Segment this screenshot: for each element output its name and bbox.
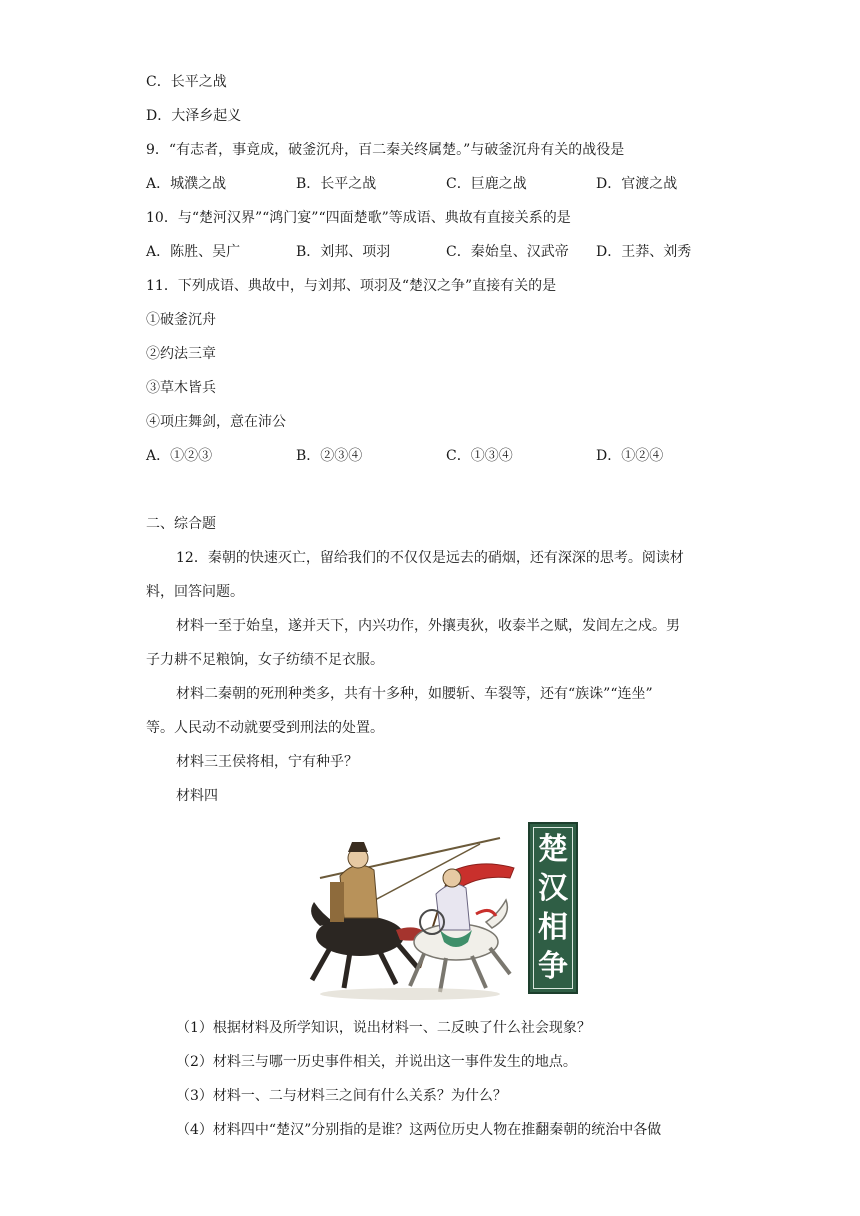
q9-option-d: D．官渡之战 [596, 176, 678, 192]
q10-option-d: D．王莽、刘秀 [596, 244, 692, 260]
q12-intro-line1: 12．秦朝的快速灭亡，留给我们的不仅仅是远去的硝烟，还有深深的思考。阅读材 [176, 550, 684, 566]
q12-sub-4: （4）材料四中“楚汉”分别指的是谁？这两位历史人物在推翻秦朝的统治中各做 [176, 1122, 662, 1138]
q11-option-c: C．①③④ [446, 448, 513, 464]
q12-sub-2: （2）材料三与哪一历史事件相关，并说出这一事件发生的地点。 [176, 1054, 577, 1070]
cavalry-battle-drawing [300, 818, 522, 1002]
q9-option-b: B．长平之战 [296, 176, 377, 192]
q11-stem: 11．下列成语、典故中，与刘邦、项羽及“楚汉之争”直接有关的是 [146, 278, 557, 294]
q12-intro-line2: 料，回答问题。 [146, 584, 244, 600]
q11-option-d: D．①②④ [596, 448, 664, 464]
q9-stem: 9．“有志者，事竟成，破釜沉舟，百二秦关终属楚。”与破釜沉舟有关的战役是 [146, 142, 625, 158]
q12-sub-3: （3）材料一、二与材料三之间有什么关系？为什么？ [176, 1088, 507, 1104]
seal-char-2: 汉 [538, 870, 568, 906]
q11-item-2: ②约法三章 [146, 346, 216, 362]
q9-option-a: A．城濮之战 [146, 176, 227, 192]
material-1-line1: 材料一至于始皇，遂并天下，内兴功作，外攘夷狄，收泰半之赋，发闾左之戍。男 [176, 618, 680, 634]
q11-item-3: ③草木皆兵 [146, 380, 216, 396]
q11-item-4: ④项庄舞剑，意在沛公 [146, 414, 286, 430]
q11-option-a: A．①②③ [146, 448, 213, 464]
material-2-line1: 材料二秦朝的死刑种类多，共有十多种，如腰斩、车裂等，还有“族诛”“连坐” [176, 686, 653, 702]
q10-option-b: B．刘邦、项羽 [296, 244, 391, 260]
q10-option-c: C．秦始皇、汉武帝 [446, 244, 569, 260]
material-2-line2: 等。人民动不动就要受到刑法的处置。 [146, 720, 384, 736]
seal-char-1: 楚 [538, 831, 568, 867]
q10-option-a: A．陈胜、吴广 [146, 244, 241, 260]
material-3: 材料三王侯将相，宁有种乎？ [176, 754, 358, 770]
section-heading: 二、综合题 [146, 516, 216, 532]
chu-han-illustration [300, 818, 580, 1002]
seal-char-4: 争 [538, 948, 568, 984]
chu-han-xiang-zheng-seal [528, 822, 578, 994]
material-4-label: 材料四 [176, 788, 218, 804]
q11-item-1: ①破釜沉舟 [146, 312, 216, 328]
q8-option-d: D．大泽乡起义 [146, 108, 242, 124]
q11-option-b: B．②③④ [296, 448, 363, 464]
material-1-line2: 子力耕不足粮饷，女子纺绩不足衣服。 [146, 652, 384, 668]
q10-stem: 10．与“楚河汉界”“鸿门宴”“四面楚歌”等成语、典故有直接关系的是 [146, 210, 571, 226]
q9-option-c: C．巨鹿之战 [446, 176, 527, 192]
q12-sub-1: （1）根据材料及所学知识，说出材料一、二反映了什么社会现象？ [176, 1020, 591, 1036]
q8-option-c: C．长平之战 [146, 74, 227, 90]
seal-char-3: 相 [538, 909, 568, 945]
